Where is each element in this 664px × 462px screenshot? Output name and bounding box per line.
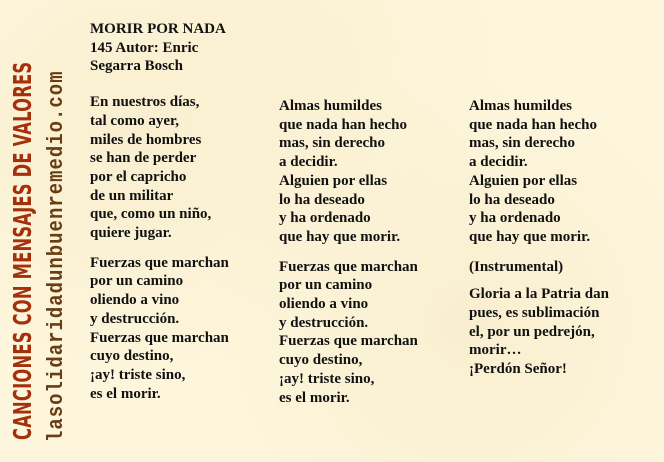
verse-line: a decidir. <box>279 154 338 171</box>
verse-line: y ha ordenado <box>469 210 561 227</box>
verse-line: que hay que morir. <box>279 228 401 245</box>
lyrics-column-2 <box>279 97 459 418</box>
song-number-author: 145 Autor: Enric <box>90 39 199 56</box>
verse-line: y destrucción. <box>90 310 180 327</box>
verse-line: ¡ay! triste sino, <box>279 370 375 387</box>
verse-line: por un camino <box>90 273 184 290</box>
verse-line: cuyo destino, <box>279 352 363 369</box>
verse-line: cuyo destino, <box>90 348 174 365</box>
verse-line: miles de hombres <box>90 131 202 148</box>
song-title: MORIR POR NADA <box>90 21 226 37</box>
verse-line: que nada han hecho <box>279 116 407 133</box>
verse-line: por un camino <box>279 277 373 294</box>
verse-line: por el capricho <box>90 168 187 185</box>
verse-line: a decidir. <box>469 154 528 171</box>
verse-line: y destrucción. <box>279 314 369 331</box>
verse-line: Fuerzas que marchan <box>279 258 418 275</box>
verse-line: que nada han hecho <box>469 116 597 133</box>
verse-line: y ha ordenado <box>279 210 371 227</box>
verse-line: oliendo a vino <box>90 292 180 309</box>
verse-line: ¡ay! triste sino, <box>90 366 186 383</box>
lyrics-column-1 <box>90 20 270 414</box>
stanza <box>90 254 270 404</box>
verse-line: oliendo a vino <box>279 296 369 313</box>
sidebar-website: lasolidaridadunbuenremedio.com <box>44 70 69 442</box>
verse-line: tal como ayer, <box>90 112 180 129</box>
sidebar-title: CANCIONES CON MENSAJES DE VALORES <box>8 61 37 441</box>
song-header <box>90 20 270 76</box>
stanza <box>469 97 659 247</box>
instrumental-note <box>469 258 659 277</box>
verse-line: Almas humildes <box>469 98 572 114</box>
verse-line: mas, sin derecho <box>279 135 385 152</box>
verse-line: morir… <box>469 342 522 359</box>
verse-line: mas, sin derecho <box>469 135 575 152</box>
verse-line: Alguien por ellas <box>279 172 388 189</box>
verse-line: lo ha deseado <box>469 191 555 208</box>
instrumental-label: (Instrumental) <box>469 258 564 275</box>
sidebar <box>0 0 76 462</box>
verse-line: Almas humildes <box>279 98 382 114</box>
stanza <box>279 97 459 247</box>
verse-line: ¡Perdón Señor! <box>469 361 567 378</box>
verse-line: que, como un niño, <box>90 206 212 223</box>
verse-line: Fuerzas que marchan <box>90 329 229 346</box>
verse-line: de un militar <box>90 187 174 204</box>
song-author-name: Segarra Bosch <box>90 58 183 75</box>
verse-line: lo ha deseado <box>279 191 365 208</box>
stanza <box>279 258 459 408</box>
verse-line: es el morir. <box>279 389 350 406</box>
stanza <box>90 93 270 243</box>
verse-line: Fuerzas que marchan <box>279 333 418 350</box>
verse-line: Alguien por ellas <box>469 172 578 189</box>
verse-line: quiere jugar. <box>90 225 172 242</box>
verse-line: Gloria a la Patria dan <box>469 286 609 303</box>
verse-line: pues, es sublimación <box>469 305 600 322</box>
verse-line: En nuestros días, <box>90 94 200 111</box>
verse-line: que hay que morir. <box>469 228 591 245</box>
verse-line: es el morir. <box>90 385 161 402</box>
verse-line: Fuerzas que marchan <box>90 254 229 271</box>
verse-line: se han de perder <box>90 150 197 167</box>
verse-line: el, por un pedrejón, <box>469 323 595 340</box>
lyrics-column-3 <box>469 97 659 390</box>
stanza <box>469 285 659 379</box>
